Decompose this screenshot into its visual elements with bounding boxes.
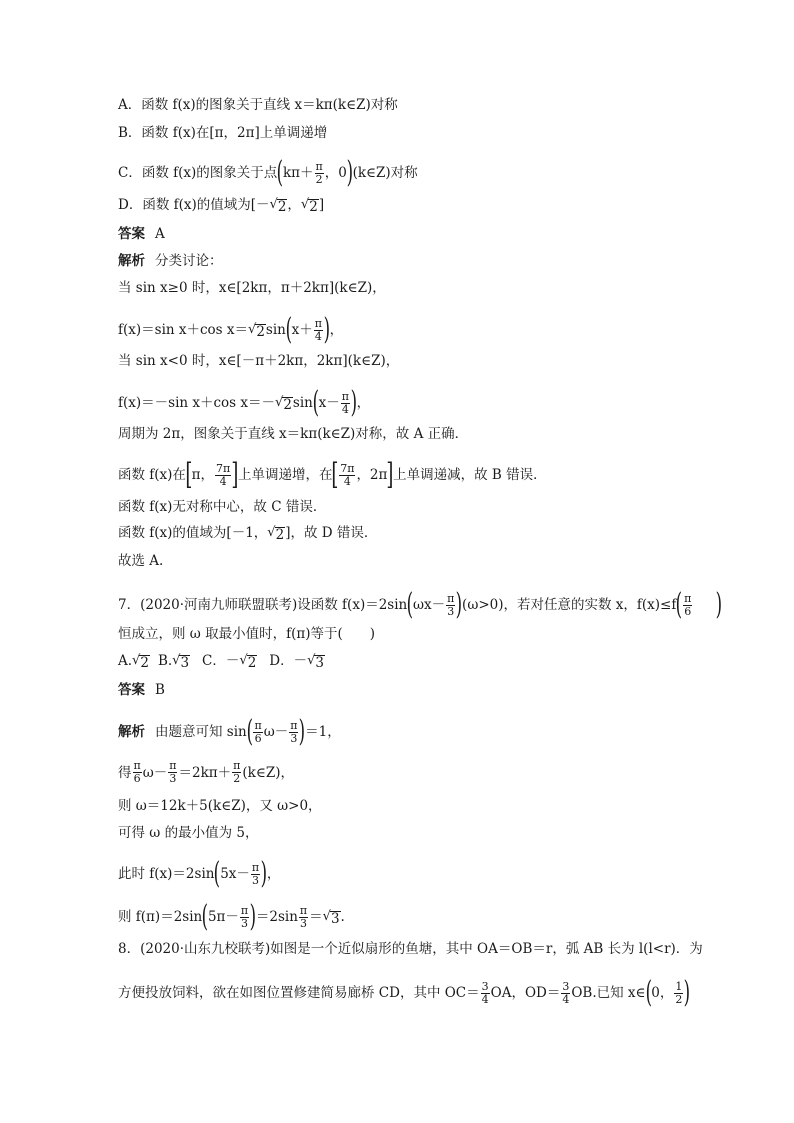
solution-text: 当 sin x≥0 时，x∈[2kπ，π＋2kπ](k∈Z)， [118, 280, 386, 296]
numerator: π [314, 316, 322, 330]
denominator: 2 [233, 772, 241, 785]
denominator: 4 [341, 402, 349, 416]
denominator: 4 [343, 474, 351, 488]
sin-function: sin [265, 322, 286, 338]
right-paren: ) [299, 714, 306, 749]
denominator: 3 [447, 604, 455, 618]
solution-line [118, 899, 345, 934]
sqrt: √ 2 [267, 525, 285, 543]
solution-tail: ＝1， [305, 724, 341, 740]
left-paren: ( [214, 856, 221, 891]
solution-text: f(x)＝－sin x＋cos x＝－ [118, 395, 276, 411]
argument: ω－ [142, 764, 168, 781]
fraction [232, 760, 241, 785]
radicand: 3 [180, 655, 190, 671]
solution-text: 当 sin x<0 时，x∈[－π＋2kπ，2kπ](k∈Z)， [118, 353, 400, 369]
denominator: 3 [300, 916, 308, 930]
question-7-line2 [118, 625, 375, 643]
solution-line [118, 714, 341, 749]
numerator: π [251, 860, 260, 874]
question-8-line1 [118, 940, 703, 958]
fraction [215, 463, 231, 488]
numerator: 7π [340, 461, 355, 475]
left-paren: ( [276, 155, 284, 190]
solution-line [118, 385, 371, 420]
solution-tail: ， [329, 322, 344, 338]
argument: 5π－ [207, 909, 239, 925]
left-paren: ( [312, 385, 319, 420]
denominator: 4 [481, 992, 489, 1006]
numerator: π [133, 759, 141, 772]
numerator: π [341, 389, 349, 403]
argument: ω－ [263, 724, 289, 740]
solution-text: 故选 A. [118, 553, 164, 569]
solution-line [118, 760, 294, 785]
solution-text: 得 [118, 764, 132, 781]
numerator: π [290, 718, 298, 732]
right-bracket: ] [386, 457, 394, 492]
right-paren: ) [260, 856, 268, 891]
solution-line [118, 856, 281, 891]
solution-text: 上单调递增，在 [237, 467, 333, 483]
answer-label: 答案 [118, 682, 145, 698]
solution-text: f(x)＝sin x＋cos x＝ [118, 322, 249, 338]
radicand: 2 [247, 655, 257, 671]
fraction [683, 593, 692, 618]
question-8-line2 [118, 975, 691, 1010]
fraction [299, 905, 308, 930]
numerator: π [447, 591, 455, 605]
option-c-expr2: ，0 [324, 165, 347, 181]
argument: x－ [318, 395, 340, 411]
numerator: π [240, 903, 249, 917]
solution-text: 函数 f(x)在 [118, 467, 186, 483]
denominator: 4 [314, 329, 322, 343]
option-c-text: C．函数 f(x)的图象关于点 [118, 165, 278, 181]
option-c [118, 155, 418, 190]
fraction [341, 391, 350, 416]
solution-tail: ， [356, 395, 371, 411]
option-c-tail: (k∈Z)对称 [352, 165, 418, 181]
solution-intro: 分类讨论： [155, 253, 223, 269]
answer-value: B [155, 682, 165, 698]
left-paren: ( [406, 587, 414, 622]
option-c: C．－ [202, 653, 240, 669]
equals: ＝ [309, 909, 323, 925]
interval-end: ，2π [356, 467, 388, 483]
sin-function: sin [292, 395, 313, 411]
option-a: A. [118, 653, 133, 669]
option-b: B. [157, 653, 173, 669]
argument: ωx－ [412, 597, 446, 613]
solution-text: 由题意可知 sin [155, 724, 247, 740]
numerator: 3 [481, 979, 489, 993]
solution-line [118, 524, 377, 542]
right-paren: ) [715, 587, 723, 622]
sqrt: √ 2 [248, 322, 265, 340]
left-bracket: [ [331, 457, 339, 492]
answer-line [118, 225, 165, 243]
option-b [118, 124, 327, 142]
question-text: 7．(2020·河南九师联盟联考)设函数 f(x)＝2sin [118, 597, 408, 613]
radicand: 2 [140, 655, 149, 671]
denominator: 4 [562, 992, 570, 1006]
right-paren: ) [455, 587, 463, 622]
fraction [446, 593, 455, 618]
denominator: 4 [219, 474, 227, 488]
option-d: D．－ [269, 653, 308, 669]
right-paren: ) [346, 155, 353, 190]
solution-tail: . [340, 909, 345, 925]
sqrt: √ 2 [300, 197, 318, 215]
sqrt: √ 2 [269, 197, 287, 215]
fraction [314, 318, 323, 343]
comma: ， [287, 197, 301, 213]
fraction [561, 981, 570, 1006]
right-bracket: ] [231, 457, 239, 492]
solution-text: 则 ω＝12k＋5(k∈Z)，又 ω>0， [118, 798, 322, 814]
solution-header [118, 252, 223, 270]
fraction [339, 463, 355, 488]
denominator: 3 [290, 731, 298, 745]
numerator: π [233, 759, 241, 772]
option-a [118, 96, 398, 114]
argument: 5x－ [220, 866, 250, 882]
question-text: OB.已知 x∈ [571, 985, 646, 1001]
solution-line [118, 312, 344, 347]
solution-line [118, 279, 386, 297]
right-paren: ) [350, 385, 358, 420]
solution-line [118, 824, 258, 842]
solution-tail: 上单调递减，故 B 错误． [393, 467, 547, 483]
denominator: 3 [169, 772, 177, 785]
interval-start: 0， [651, 985, 674, 1001]
question-7-options [118, 652, 325, 670]
fraction [168, 760, 177, 785]
interval-start: π， [191, 467, 215, 483]
radicand: 3 [315, 655, 324, 671]
solution-text: 函数 f(x)的值域为[－1， [118, 525, 268, 541]
denominator: 2 [675, 992, 683, 1006]
option-d [118, 196, 324, 214]
fraction [289, 720, 298, 745]
sqrt: √ 2 [239, 653, 257, 671]
fraction [253, 720, 262, 745]
right-paren: ) [249, 899, 257, 934]
radicand: 3 [330, 911, 340, 927]
fraction [133, 760, 142, 785]
sqrt: √ 3 [322, 909, 340, 927]
option-c-expr: kπ＋ [282, 165, 314, 181]
solution-tail: ]，故 D 错误． [285, 525, 378, 541]
denominator: 6 [684, 604, 692, 618]
left-paren: ( [675, 587, 683, 622]
left-paren: ( [246, 714, 253, 749]
radicand: 2 [277, 199, 287, 215]
question-7-stem [118, 587, 723, 622]
solution-text: 则 f(π)＝2sin [118, 909, 203, 925]
fraction [674, 981, 683, 1006]
denominator: 6 [254, 731, 262, 745]
denominator: 6 [133, 772, 141, 785]
solution-tail: ， [266, 866, 281, 882]
radicand: 2 [256, 324, 265, 340]
solution-text: 函数 f(x)无对称中心，故 C 错误． [118, 499, 327, 515]
radicand: 2 [275, 527, 285, 543]
numerator: π [169, 759, 177, 772]
numerator: 7π [216, 461, 231, 475]
solution-text: 可得 ω 的最小值为 5， [118, 825, 259, 841]
answer-line [118, 681, 165, 699]
sqrt: √ 2 [132, 653, 149, 671]
radicand: 2 [309, 199, 318, 215]
left-bracket: [ [185, 457, 193, 492]
sqrt: √ 2 [275, 395, 292, 413]
denominator: 3 [252, 873, 259, 887]
right-paren: ) [323, 312, 331, 347]
question-text: 8．(2020·山东九校联考)如图是一个近似扇形的鱼塘，其中 OA＝OB＝r，弧 AB 长为 l(l<r)．为 [118, 941, 703, 957]
solution-line [118, 797, 322, 815]
answer-value: A [155, 226, 165, 242]
solution-tail: (k∈Z)， [242, 764, 294, 781]
sqrt: √ 3 [172, 653, 190, 671]
question-text: OA，OD＝ [490, 985, 561, 1001]
solution-text: 此时 f(x)＝2sin [118, 866, 215, 882]
solution-line [118, 498, 326, 516]
option-b-text: B．函数 f(x)在[π，2π]上单调递增 [118, 125, 328, 141]
sqrt: √ 3 [307, 653, 324, 671]
question-text: 方便投放饲料，欲在如图位置修建简易廊桥 CD，其中 OC＝ [118, 985, 480, 1001]
left-paren: ( [201, 899, 209, 934]
option-d-text: D．函数 f(x)的值域为[－ [118, 197, 270, 213]
fraction [315, 161, 324, 186]
radicand: 2 [283, 397, 292, 413]
numerator: π [315, 159, 323, 173]
option-d-tail: ] [318, 197, 325, 213]
fraction [251, 862, 260, 887]
solution-text: ＝2kπ＋ [178, 764, 232, 781]
solution-label: 解析 [118, 253, 145, 269]
solution-text: 周期为 2π，图象关于直线 x＝kπ(k∈Z)对称，故 A 正确． [118, 426, 469, 442]
answer-label: 答案 [118, 226, 145, 242]
solution-label: 解析 [118, 724, 145, 740]
question-text: (ω>0)，若对任意的实数 x，f(x)≤f [462, 597, 677, 613]
numerator: π [684, 591, 692, 605]
denominator: 2 [315, 172, 323, 186]
numerator: π [299, 903, 308, 917]
numerator: 1 [675, 979, 683, 993]
numerator: π [254, 718, 262, 732]
option-a-text: A．函数 f(x)的图象关于直线 x＝kπ(k∈Z)对称 [118, 97, 398, 113]
denominator: 3 [241, 916, 249, 930]
right-paren: ) [683, 975, 691, 1010]
solution-line [118, 457, 547, 492]
solution-line [118, 552, 163, 570]
solution-line [118, 425, 468, 443]
solution-text: ＝2sin [255, 909, 298, 925]
fraction [481, 981, 490, 1006]
fraction [240, 905, 249, 930]
argument: x＋ [291, 322, 313, 338]
question-text: 恒成立，则 ω 取最小值时，f(π)等于( ) [118, 626, 376, 642]
solution-line [118, 352, 399, 370]
left-paren: ( [285, 312, 292, 347]
left-paren: ( [645, 975, 652, 1010]
numerator: 3 [562, 979, 570, 993]
